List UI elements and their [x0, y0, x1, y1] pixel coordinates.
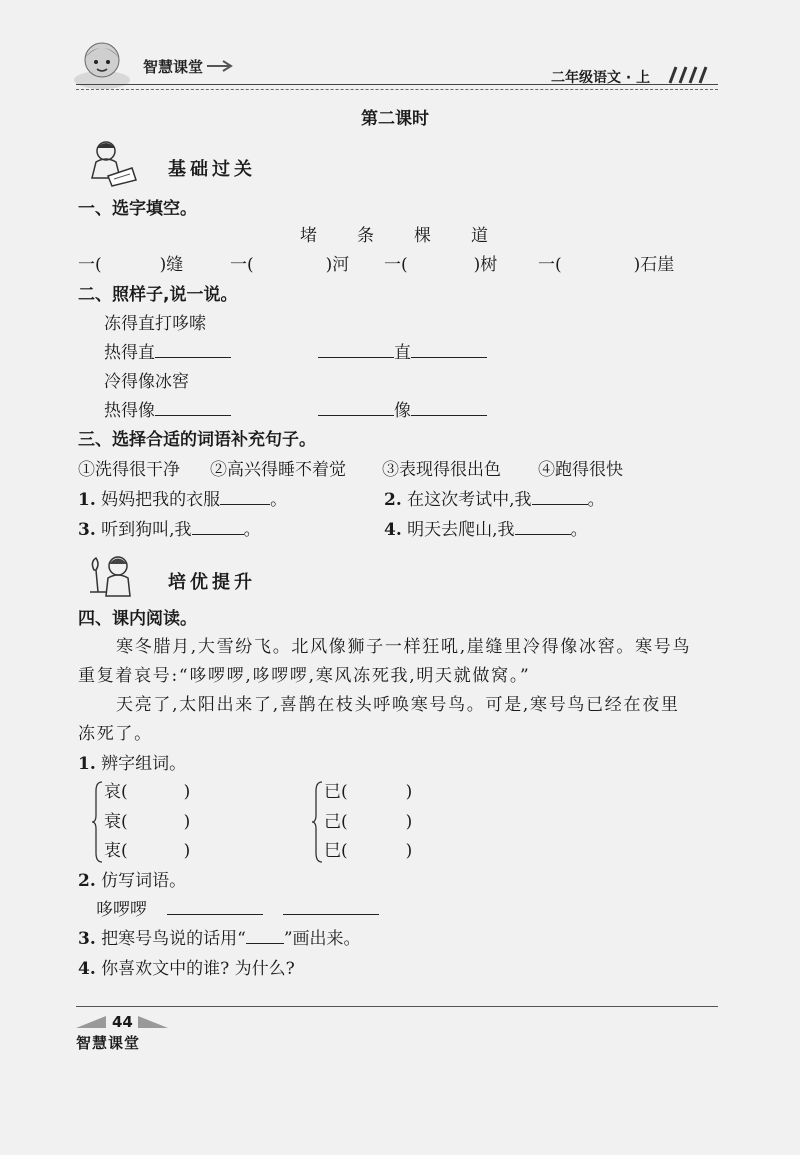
- q2-line-1b-text: 直: [394, 343, 411, 363]
- q1-char-1: 堵: [300, 226, 317, 246]
- q2-blank[interactable]: [411, 342, 487, 358]
- q1-item-suffix: )缝: [159, 255, 184, 275]
- q2-line-1a-text: 热得直: [104, 343, 155, 363]
- q2-line-1b: [318, 342, 487, 364]
- q1-item-prefix: 一(: [230, 255, 254, 275]
- q3-num: 1.: [78, 490, 96, 510]
- q4-group2-row1: [324, 781, 412, 803]
- q1-char-4: 道: [471, 226, 488, 246]
- q3-option-1: ①洗得很干净: [78, 460, 180, 480]
- q3-num: 4.: [384, 520, 402, 540]
- q2-blank[interactable]: [155, 342, 231, 358]
- q4-sub-text: 仿写词语。: [101, 871, 187, 891]
- q3-text: 在这次考试中,我: [407, 490, 532, 510]
- q4-sub-num: 4.: [78, 959, 96, 979]
- q4-sub-num: 1.: [78, 754, 96, 774]
- q3-title: 三、选择合适的词语补充句子。: [78, 430, 316, 450]
- footer-rule: [76, 1006, 718, 1007]
- q2-blank[interactable]: [411, 400, 487, 416]
- q3-text: 听到狗叫,我: [101, 520, 192, 540]
- q4-blank[interactable]: [167, 899, 263, 915]
- q4-close: ): [405, 841, 413, 861]
- q3-sentence-4: [384, 519, 588, 541]
- q2-line-2a: [104, 400, 231, 422]
- q3-sentence-3: [78, 519, 261, 541]
- q4-sub2-line: [96, 899, 379, 921]
- q4-char: 己(: [324, 812, 348, 832]
- lesson-title: 第二课时: [361, 109, 429, 129]
- q1-item-prefix: 一(: [78, 255, 102, 275]
- q4-char: 巳(: [324, 841, 348, 861]
- q4-sub2-word: 哆啰啰: [96, 900, 147, 920]
- q1-title: 一、选字填空。: [78, 199, 197, 219]
- stripes-decoration: [664, 66, 716, 84]
- q3-num: 2.: [384, 490, 402, 510]
- q3-blank[interactable]: [515, 519, 571, 535]
- q3-text: 明天去爬山,我: [407, 520, 515, 540]
- q3-blank[interactable]: [532, 489, 588, 505]
- q4-sub-text: 把寒号鸟说的话用“: [101, 929, 246, 949]
- q4-group2-row2: [324, 811, 412, 833]
- q4-sub1: [78, 753, 186, 775]
- q1-char-3: 棵: [414, 226, 431, 246]
- section-advanced-title: 培优提升: [168, 572, 256, 593]
- q2-line-2b: [318, 400, 487, 422]
- q1-item-suffix: )树: [473, 255, 498, 275]
- left-brace-icon: [92, 781, 104, 863]
- q3-end: 。: [243, 520, 261, 540]
- q1-item-4: [538, 254, 674, 276]
- q3-option-3: ③表现得很出色: [382, 460, 501, 480]
- girl-reading-icon: [86, 552, 142, 600]
- q4-close: ): [405, 782, 413, 802]
- q3-sentence-2: [384, 489, 605, 511]
- q4-group1-row3: [104, 840, 190, 862]
- q2-title: 二、照样子,说一说。: [78, 285, 238, 305]
- q4-char: 衷(: [104, 841, 128, 861]
- q3-num: 3.: [78, 520, 96, 540]
- q3-option-2: ②高兴得睡不着觉: [210, 460, 346, 480]
- q3-blank[interactable]: [220, 489, 270, 505]
- q2-line-1a: [104, 342, 231, 364]
- q1-item-prefix: 一(: [538, 255, 562, 275]
- q4-sub-text: 辨字组词。: [101, 754, 187, 774]
- q4-group1-row1: [104, 781, 190, 803]
- q4-sub-text: ”画出来。: [283, 929, 361, 949]
- q2-blank[interactable]: [155, 400, 231, 416]
- q4-blank[interactable]: [246, 928, 284, 944]
- q3-text: 妈妈把我的衣服: [101, 490, 221, 510]
- header-subject: 二年级语文 · 上: [551, 70, 651, 86]
- q4-sub-text: 你喜欢文中的谁? 为什么?: [101, 959, 295, 979]
- q2-example-1: 冻得直打哆嗦: [104, 314, 206, 334]
- q4-char: 已(: [324, 782, 348, 802]
- q4-passage-line-1: 寒冬腊月,大雪纷飞。北风像狮子一样狂吼,崖缝里冷得像冰窖。寒号鸟: [116, 637, 692, 657]
- student-writing-icon: [84, 138, 140, 188]
- q1-item-1: [78, 254, 183, 276]
- page-number: 44: [112, 1013, 133, 1031]
- q1-item-prefix: 一(: [384, 255, 408, 275]
- q4-sub3: [78, 928, 361, 950]
- q3-end: 。: [270, 490, 288, 510]
- q4-passage-line-2: 重复着哀号:“哆啰啰,哆啰啰,寒风冻死我,明天就做窝。”: [78, 666, 531, 686]
- q4-char: 衰(: [104, 812, 128, 832]
- q1-item-2: [230, 254, 349, 276]
- q4-sub-num: 2.: [78, 871, 96, 891]
- q4-passage-line-4: 冻死了。: [78, 724, 153, 744]
- q4-close: ): [405, 812, 413, 832]
- header-brand: 智慧课堂: [143, 58, 204, 76]
- q4-close: ): [183, 812, 191, 832]
- q4-sub4: [78, 958, 295, 980]
- q4-char: 哀(: [104, 782, 128, 802]
- arrow-icon: [207, 60, 237, 72]
- left-brace-icon: [312, 781, 324, 863]
- q4-group2-row3: [324, 840, 412, 862]
- q2-line-2b-text: 像: [394, 401, 411, 421]
- q1-char-2: 条: [357, 226, 374, 246]
- q4-group1-row2: [104, 811, 190, 833]
- q4-close: ): [183, 841, 191, 861]
- q3-sentence-1: [78, 489, 287, 511]
- q2-blank[interactable]: [318, 400, 394, 416]
- q4-title: 四、课内阅读。: [78, 609, 197, 629]
- q1-item-3: [384, 254, 497, 276]
- q4-sub-num: 3.: [78, 929, 96, 949]
- q3-end: 。: [587, 490, 605, 510]
- footer-brand: 智慧课堂: [76, 1034, 141, 1052]
- q4-close: ): [183, 782, 191, 802]
- q4-sub2: [78, 870, 186, 892]
- q3-option-4: ④跑得很快: [538, 460, 623, 480]
- q2-line-2a-text: 热得像: [104, 401, 155, 421]
- section-basic-title: 基础过关: [168, 159, 256, 180]
- q4-blank[interactable]: [283, 899, 379, 915]
- q3-end: 。: [570, 520, 588, 540]
- q1-item-suffix: )河: [325, 255, 350, 275]
- q1-item-suffix: )石崖: [633, 255, 675, 275]
- q2-blank[interactable]: [318, 342, 394, 358]
- q2-example-2: 冷得像冰窖: [104, 372, 189, 392]
- q3-blank[interactable]: [192, 519, 244, 535]
- header-rule-dashed: [76, 89, 718, 90]
- q4-passage-line-3: 天亮了,太阳出来了,喜鹊在枝头呼唤寒号鸟。可是,寒号鸟已经在夜里: [116, 695, 680, 715]
